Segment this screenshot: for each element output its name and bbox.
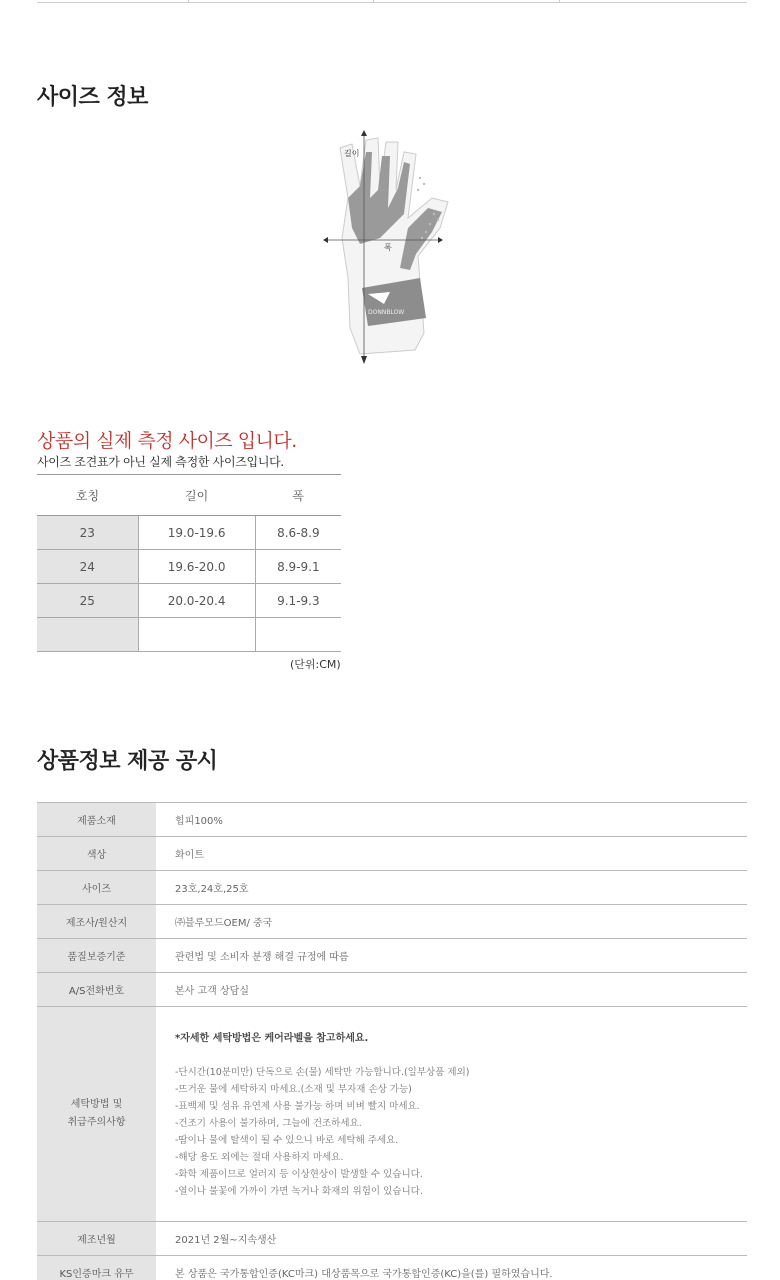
size-table-header — [37, 475, 341, 516]
unit-note: (단위:CM) — [290, 658, 341, 671]
table-row — [37, 584, 341, 618]
product-info-title: 상품정보 제공 공시 — [37, 749, 218, 774]
info-value: 본 상품은 국가통합인증(KC마크) 대상품목으로 국가통합인증(KC)을(를) 필하였습니다. — [156, 1256, 747, 1280]
product-info-table — [37, 802, 747, 1280]
info-value: 힙피100% — [156, 803, 747, 837]
table-row — [37, 1256, 747, 1280]
length-cell — [138, 618, 255, 652]
glove-diagram — [320, 128, 480, 368]
info-value: ㈜블루모드OEM/ 중국 — [156, 905, 747, 939]
info-key: 제조사/원산지 — [37, 905, 156, 939]
width-cell: 8.6-8.9 — [255, 516, 341, 550]
care-line: -뜨거운 물에 세탁하지 마세요.(소재 및 부자재 손상 가능) — [175, 1083, 412, 1095]
size-table — [37, 474, 341, 652]
info-value: 본사 고객 상담실 — [156, 973, 747, 1007]
length-cell: 19.6-20.0 — [138, 550, 255, 584]
care-key-line: 취급주의사항 — [67, 1117, 126, 1128]
table-row — [37, 905, 747, 939]
size-cell: 25 — [37, 584, 138, 618]
info-key: 품질보증기준 — [37, 939, 156, 973]
info-key: 제조년월 — [37, 1222, 156, 1256]
care-line: -건조기 사용이 불가하며, 그늘에 건조하세요. — [175, 1117, 362, 1129]
top-divider — [37, 0, 747, 3]
table-row — [37, 1222, 747, 1256]
care-line: -단시간(10분미만) 단독으로 손(물) 세탁만 가능합니다.(일부상품 제외) — [175, 1066, 470, 1078]
info-key: 색상 — [37, 837, 156, 871]
size-info-title: 사이즈 정보 — [37, 85, 148, 110]
info-key: KS인증마크 유무 — [37, 1256, 156, 1280]
care-line: -화학 제품이므로 얼러지 등 이상현상이 발생할 수 있습니다. — [175, 1168, 423, 1180]
table-row — [37, 939, 747, 973]
size-cell: 23 — [37, 516, 138, 550]
table-row — [37, 871, 747, 905]
width-cell: 9.1-9.3 — [255, 584, 341, 618]
header-cell: 길이 — [138, 475, 255, 516]
length-cell: 20.0-20.4 — [138, 584, 255, 618]
header-cell: 폭 — [255, 475, 341, 516]
header-cell: 호칭 — [37, 475, 138, 516]
info-value: 2021년 2월~지속생산 — [156, 1222, 747, 1256]
glove-image — [320, 128, 480, 368]
size-cell: 24 — [37, 550, 138, 584]
measure-headline: 상품의 실제 측정 사이즈 입니다. — [37, 430, 297, 452]
table-row — [37, 837, 747, 871]
table-row — [37, 516, 341, 550]
length-cell: 19.0-19.6 — [138, 516, 255, 550]
divider-tick — [188, 0, 189, 3]
table-row — [37, 803, 747, 837]
divider-tick — [373, 0, 374, 3]
care-line: -해당 용도 외에는 절대 사용하지 마세요. — [175, 1151, 344, 1163]
info-key-care — [37, 1007, 156, 1222]
info-value: 23호,24호,25호 — [156, 871, 747, 905]
measure-subtext: 사이즈 조견표가 아닌 실제 측정한 사이즈입니다. — [37, 455, 284, 469]
info-key: 사이즈 — [37, 871, 156, 905]
divider-tick — [559, 0, 560, 3]
brand-label: DONNBLOW — [368, 309, 405, 316]
care-line: -표백제 및 섬유 유연제 사용 불가능 하며 비벼 빨지 마세요. — [175, 1100, 420, 1112]
care-instructions — [156, 1007, 747, 1222]
table-row — [37, 550, 341, 584]
care-key-line: 세탁방법 및 — [70, 1099, 123, 1110]
care-line: -열이나 불꽃에 가까이 가면 녹거나 화재의 위험이 있습니다. — [175, 1185, 423, 1197]
info-value: 관련법 및 소비자 분쟁 해결 규정에 따름 — [156, 939, 747, 973]
length-label: 길이 — [344, 149, 360, 158]
table-row — [37, 973, 747, 1007]
width-label: 폭 — [384, 243, 392, 252]
width-cell: 8.9-9.1 — [255, 550, 341, 584]
care-title: *자세한 세탁방법은 케어라벨을 참고하세요. — [175, 1032, 369, 1044]
care-line: -땀이나 물에 탈색이 될 수 있으니 바로 세탁해 주세요. — [175, 1134, 399, 1146]
size-cell — [37, 618, 138, 652]
info-value: 화이트 — [156, 837, 747, 871]
table-row — [37, 618, 341, 652]
info-key: 제품소재 — [37, 803, 156, 837]
info-key: A/S전화번호 — [37, 973, 156, 1007]
width-cell — [255, 618, 341, 652]
table-row — [37, 1007, 747, 1222]
